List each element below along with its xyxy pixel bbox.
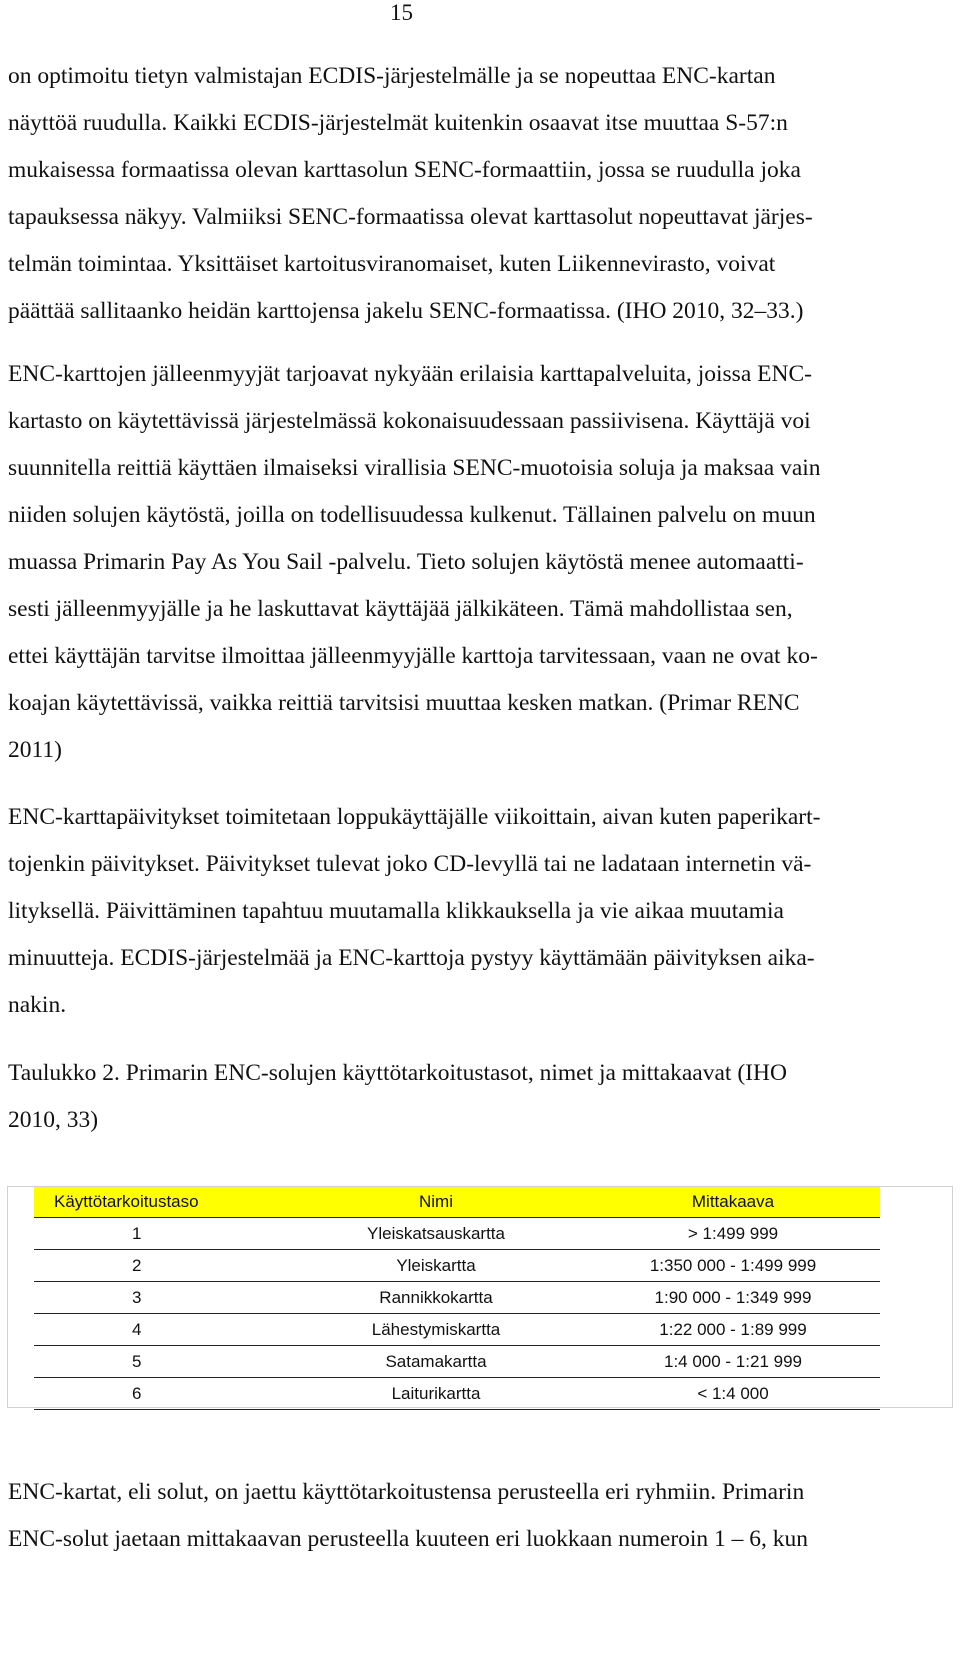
header-name: Nimi (286, 1187, 586, 1218)
cell-level: 2 (34, 1250, 286, 1282)
text-line: 2011) (8, 737, 62, 763)
text-line: telmän toimintaa. Yksittäiset kartoitusviranomaiset, kuten Liikennevirasto, voivat (8, 251, 776, 277)
table-row (34, 1378, 880, 1410)
text-line: mukaisessa formaatissa olevan karttasolun SENC-formaattiin, jossa se ruudulla joka (8, 157, 801, 183)
cell-level: 5 (34, 1346, 286, 1378)
cell-scale: 1:22 000 - 1:89 999 (586, 1314, 880, 1346)
table-caption (8, 1050, 952, 1144)
cell-level: 4 (34, 1314, 286, 1346)
cell-level: 6 (34, 1378, 286, 1410)
text-line: koajan käytettävissä, vaikka reittiä tarvitsisi muuttaa kesken matkan. (Primar RENC (8, 690, 800, 716)
cell-name: Yleiskatsauskartta (286, 1218, 586, 1250)
table-row (34, 1282, 880, 1314)
table-frame (7, 1186, 953, 1408)
text-line: nakin. (8, 992, 67, 1018)
paragraph-senc (8, 53, 952, 335)
table-row (34, 1346, 880, 1378)
table-header-row (34, 1187, 880, 1218)
table-row (34, 1250, 880, 1282)
text-line: minuutteja. ECDIS-järjestelmää ja ENC-karttoja pystyy käyttämään päivityksen aika- (8, 945, 815, 971)
table-row (34, 1218, 880, 1250)
cell-scale: 1:350 000 - 1:499 999 (586, 1250, 880, 1282)
cell-scale: > 1:499 999 (586, 1218, 880, 1250)
text-line: tapauksessa näkyy. Valmiiksi SENC-formaatissa olevat karttasolut nopeuttavat järjes- (8, 204, 813, 230)
text-line: päättää sallitaanko heidän karttojensa jakelu SENC-formaatissa. (IHO 2010, 32–33.) (8, 298, 804, 324)
text-line: kartasto on käytettävissä järjestelmässä kokonaisuudessaan passiivisena. Käyttäjä voi (8, 408, 811, 434)
paragraph-updates (8, 794, 952, 1029)
cell-scale: 1:4 000 - 1:21 999 (586, 1346, 880, 1378)
text-line: sesti jälleenmyyjälle ja he laskuttavat käyttäjää jälkikäteen. Tämä mahdollistaa sen, (8, 596, 793, 622)
text-line: ENC-solut jaetaan mittakaavan perusteella kuuteen eri luokkaan numeroin 1 – 6, kun (8, 1526, 809, 1552)
text-line: on optimoitu tietyn valmistajan ECDIS-järjestelmälle ja se nopeuttaa ENC-kartan (8, 63, 776, 89)
text-line: ENC-karttojen jälleenmyyjät tarjoavat nykyään erilaisia karttapalveluita, joissa ENC- (8, 361, 812, 387)
cell-name: Yleiskartta (286, 1250, 586, 1282)
cell-scale: 1:90 000 - 1:349 999 (586, 1282, 880, 1314)
header-usage-level: Käyttötarkoitustaso (34, 1187, 286, 1218)
header-scale: Mittakaava (586, 1187, 880, 1218)
table-row (34, 1314, 880, 1346)
text-line: suunnitella reittiä käyttäen ilmaiseksi virallisia SENC-muotoisia soluja ja maksaa vain (8, 455, 821, 481)
text-line: Taulukko 2. Primarin ENC-solujen käyttötarkoitustasot, nimet ja mittakaavat (IHO (8, 1060, 787, 1086)
text-line: näyttöä ruudulla. Kaikki ECDIS-järjestelmät kuitenkin osaavat itse muuttaa S-57:n (8, 110, 788, 136)
cell-level: 1 (34, 1218, 286, 1250)
text-line: ettei käyttäjän tarvitse ilmoittaa jälleenmyyjälle karttoja tarvitessaan, vaan ne ovat ko- (8, 643, 818, 669)
cell-name: Lähestymiskartta (286, 1314, 586, 1346)
paragraph-cell-groups (8, 1469, 952, 1563)
paragraph-resellers (8, 351, 952, 774)
cell-scale: < 1:4 000 (586, 1378, 880, 1410)
cell-name: Laiturikartta (286, 1378, 586, 1410)
page-number: 15 (390, 0, 413, 25)
text-line: ENC-karttapäivitykset toimitetaan loppukäyttäjälle viikoittain, aivan kuten paperikart- (8, 804, 821, 830)
cell-level: 3 (34, 1282, 286, 1314)
text-line: 2010, 33) (8, 1107, 99, 1133)
text-line: muassa Primarin Pay As You Sail -palvelu. Tieto solujen käytöstä menee automaatti- (8, 549, 804, 575)
text-line: niiden solujen käytöstä, joilla on todellisuudessa kulkenut. Tällainen palvelu on muun (8, 502, 816, 528)
text-line: ENC-kartat, eli solut, on jaettu käyttötarkoitustensa perusteella eri ryhmiin. Primarin (8, 1479, 805, 1505)
usage-level-table (34, 1187, 880, 1410)
cell-name: Satamakartta (286, 1346, 586, 1378)
cell-name: Rannikkokartta (286, 1282, 586, 1314)
text-line: tojenkin päivitykset. Päivitykset tulevat joko CD-levyllä tai ne ladataan internetin vä- (8, 851, 812, 877)
text-line: lityksellä. Päivittäminen tapahtuu muutamalla klikkauksella ja vie aikaa muutamia (8, 898, 784, 924)
